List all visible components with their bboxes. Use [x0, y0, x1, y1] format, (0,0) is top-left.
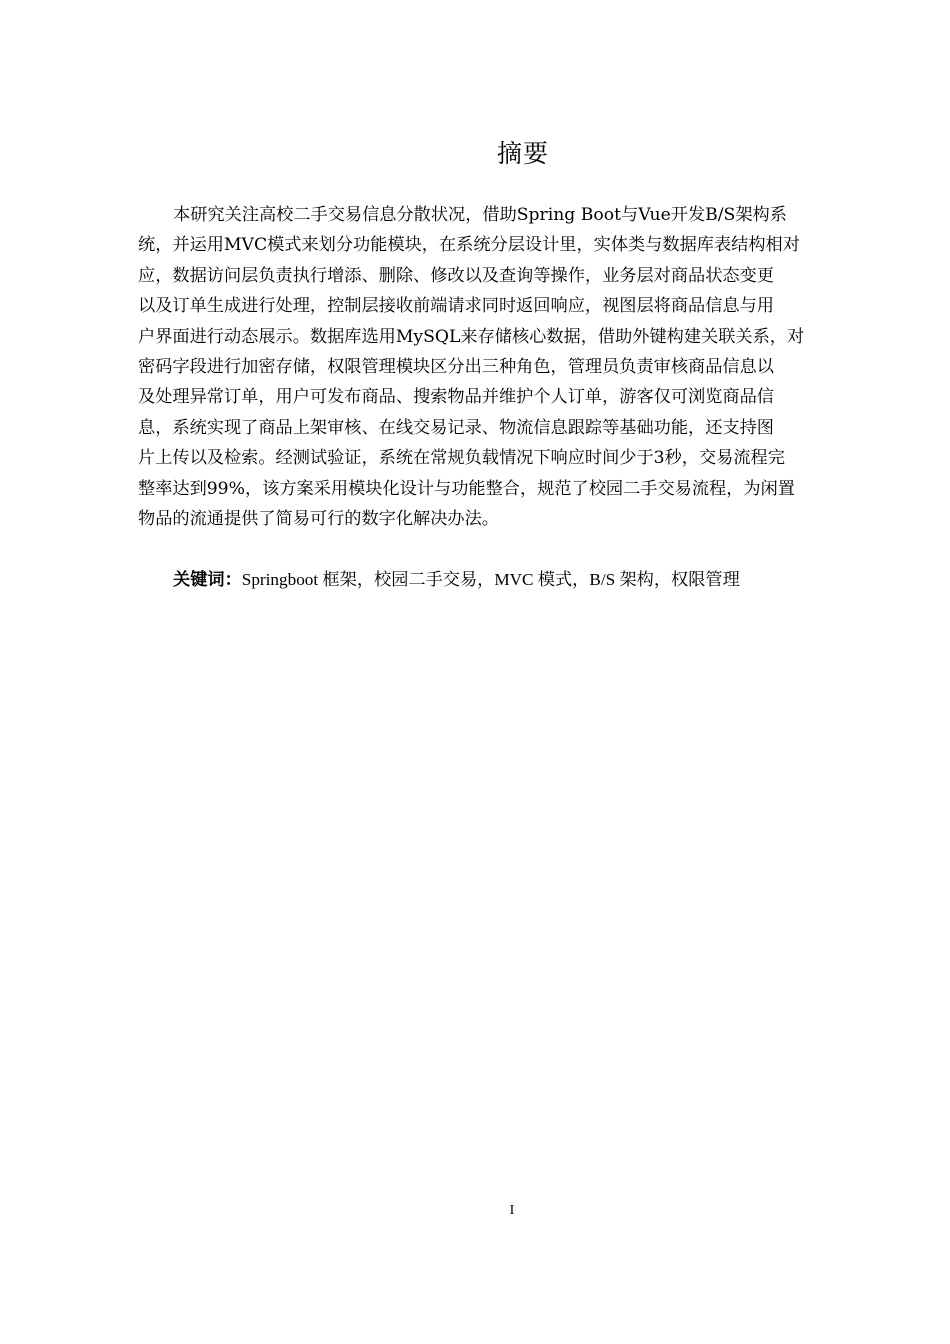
abstract-line: 片上传以及检索。经测试验证，系统在常规负载情况下响应时间少于3秒，交易流程完	[138, 448, 785, 469]
page-title: 摘要	[496, 139, 549, 168]
abstract-line: 以及订单生成进行处理，控制层接收前端请求同时返回响应，视图层将商品信息与用	[138, 296, 774, 317]
abstract-line: 及处理异常订单，用户可发布商品、搜索物品并维护个人订单，游客仅可浏览商品信	[138, 387, 774, 408]
keywords-label: 关键词：	[173, 570, 242, 590]
abstract-line: 息，系统实现了商品上架审核、在线交易记录、物流信息跟踪等基础功能，还支持图	[138, 417, 774, 438]
abstract-line: 统，并运用MVC模式来划分功能模块，在系统分层设计里，实体类与数据库表结构相对	[138, 235, 800, 256]
page-number: I	[509, 1203, 515, 1218]
abstract-line: 本研究关注高校二手交易信息分散状况，借助Spring Boot与Vue开发B/S架构系	[173, 205, 787, 225]
abstract-line: 整率达到99%，该方案采用模块化设计与功能整合，规范了校园二手交易流程，为闲置	[138, 478, 795, 499]
keywords-line	[173, 565, 863, 595]
abstract-line: 物品的流通提供了简易可行的数字化解决办法。	[138, 509, 499, 530]
abstract-line: 户界面进行动态展示。数据库选用MySQL来存储核心数据，借助外键构建关联关系，对	[138, 326, 805, 347]
abstract-line: 应，数据访问层负责执行增添、删除、修改以及查询等操作，业务层对商品状态变更	[138, 265, 774, 286]
keywords-text: Springboot 框架，校园二手交易，MVC 模式，B/S 架构，权限管理	[241, 570, 740, 589]
abstract-line: 密码字段进行加密存储，权限管理模块区分出三种角色，管理员负责审核商品信息以	[138, 357, 774, 378]
abstract-paragraph	[138, 200, 860, 534]
